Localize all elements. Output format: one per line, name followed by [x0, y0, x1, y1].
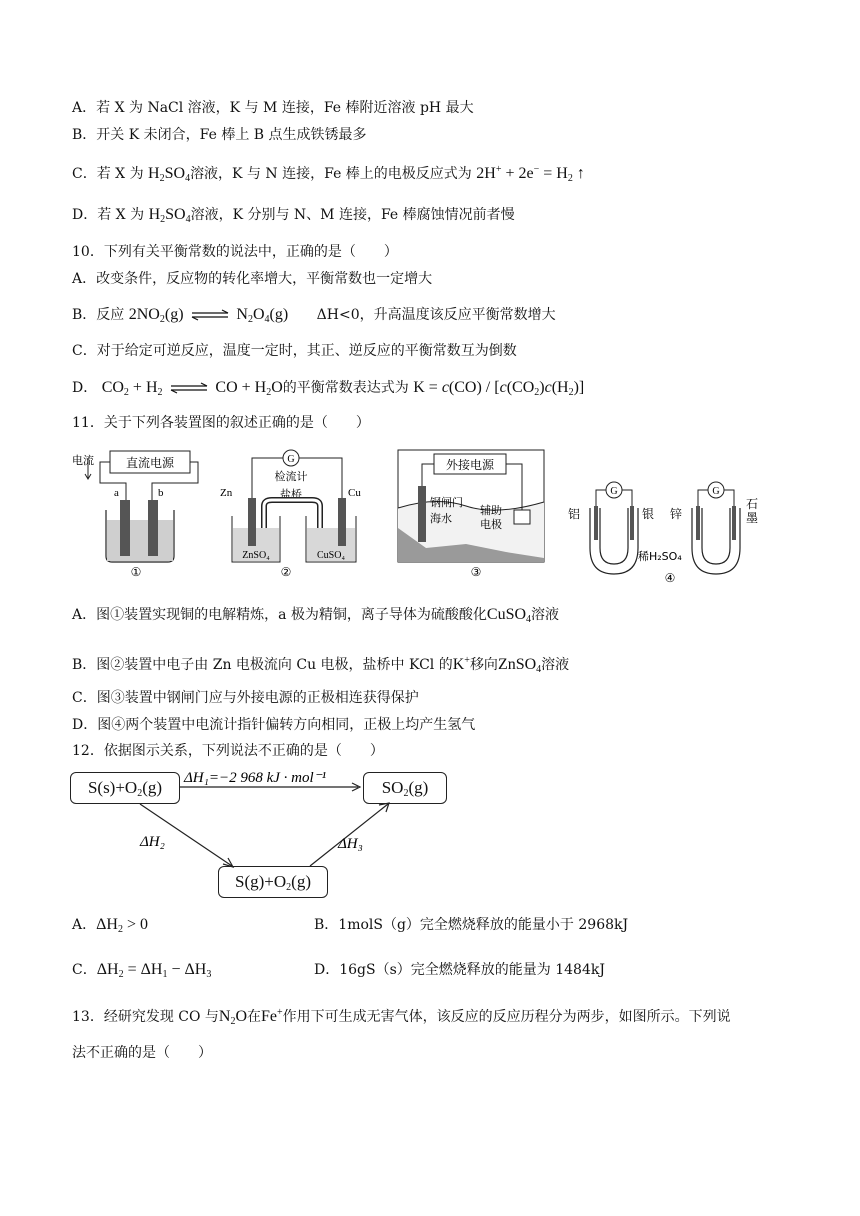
figure-2-galvanic-cell [216, 448, 366, 580]
figure-1-electrolysis [70, 448, 200, 578]
svg-text:锌: 锌 [670, 507, 683, 521]
diagram-arrows [70, 770, 450, 898]
svg-text:铝: 铝 [568, 507, 581, 521]
q12-option-d: D．16gS（s）完全燃烧释放的能量为 1484kJ [314, 962, 605, 978]
q12-stem: 12．依据图示关系，下列说法不正确的是（ ） [72, 743, 384, 759]
svg-text:Cu: Cu [348, 487, 361, 499]
svg-text:ΔH₂: ΔH₂ [140, 834, 165, 850]
equilibrium-arrow-icon [169, 382, 209, 394]
svg-text:ΔH₃: ΔH₃ [338, 836, 363, 852]
svg-text:G: G [712, 486, 720, 497]
q13-stem-line2: 法不正确的是（ ） [72, 1045, 212, 1061]
q11-option-b: B．图②装置中电子由 Zn 电极流向 Cu 电极，盐桥中 KCl 的K+移向ZnSO$_4$溶液 [72, 655, 570, 675]
svg-text:稀H₂SO₄: 稀H₂SO₄ [638, 550, 682, 563]
svg-text:电极: 电极 [480, 518, 502, 531]
q9-option-d: D．若 X 为 $H_2SO_4$溶液，K 分别与 N、M 连接，Fe 棒腐蚀情况前者慢 [72, 206, 515, 225]
svg-text:外接电源: 外接电源 [445, 458, 495, 472]
q10-option-b: B．反应 $2NO_2(g)$ $N_2O_4(g)$ ΔH<0，升高温度该反应平衡常数增大 [72, 306, 556, 325]
q12-option-b: B．1molS（g）完全燃烧释放的能量小于 2968kJ [314, 917, 629, 933]
q12-option-a: A．$\Delta H_2 > 0$ [72, 916, 148, 935]
svg-text:②: ② [280, 565, 292, 579]
box-so2: $SO_2(g)$ [363, 772, 447, 804]
svg-text:G: G [287, 454, 295, 465]
q12-option-c: C．$\Delta H_2 = \Delta H_1 - \Delta H_3$ [72, 961, 212, 980]
q10-option-d: D． $CO_2 + H_2$ CO + $H_2O$的平衡常数表达式为 $K = c(CO) / [c(CO_2)c(H_2)]$ [72, 379, 585, 398]
svg-text:直流电源: 直流电源 [125, 456, 175, 470]
box-s-solid: $S(s)+O_2(g)$ [70, 772, 180, 804]
figure-4-u-tubes [566, 478, 786, 588]
equilibrium-arrow-icon [190, 309, 230, 321]
q11-option-d: D．图④两个装置中电流计指针偏转方向相同，正极上均产生氢气 [72, 717, 476, 733]
svg-text:辅助: 辅助 [480, 504, 502, 517]
svg-text:①: ① [130, 565, 142, 578]
box-s-gas: $S(g)+O_2(g)$ [218, 866, 328, 898]
svg-text:电流: 电流 [72, 454, 94, 467]
q9-option-c: C．若 X 为 $H_2SO_4$溶液，K 与 N 连接，Fe 棒上的电极反应式为 $2H^+ + 2e^- = H_2$ ↑ [72, 164, 585, 184]
svg-text:盐桥: 盐桥 [280, 488, 302, 501]
svg-text:③: ③ [470, 565, 482, 579]
q11-option-c: C．图③装置中钢闸门应与外接电源的正极相连获得保护 [72, 690, 419, 706]
svg-text:④: ④ [664, 571, 676, 585]
q10-option-a: A．改变条件，反应物的转化率增大，平衡常数也一定增大 [72, 271, 433, 287]
svg-text:CuSO₄: CuSO₄ [317, 550, 345, 561]
svg-text:G: G [610, 486, 618, 497]
svg-text:银: 银 [642, 507, 655, 521]
q11-stem: 11．关于下列各装置图的叙述正确的是（ ） [72, 415, 370, 431]
q9-option-a: A．若 X 为 NaCl 溶液，K 与 M 连接，Fe 棒附近溶液 pH 最大 [72, 100, 474, 116]
q10-option-c: C．对于给定可逆反应，温度一定时，其正、逆反应的平衡常数互为倒数 [72, 343, 517, 359]
svg-text:海水: 海水 [430, 512, 452, 525]
figure-3-protection [396, 448, 546, 580]
svg-text:a: a [114, 487, 119, 499]
svg-text:b: b [158, 487, 164, 499]
q9-option-b: B．开关 K 未闭合，Fe 棒上 B 点生成铁锈最多 [72, 127, 367, 143]
svg-text:检流计: 检流计 [274, 470, 308, 483]
svg-text:ZnSO₄: ZnSO₄ [242, 550, 270, 561]
q13-stem: 13．经研究发现 CO 与$N_2O$在Fe+作用下可生成无害气体，该反应的反应历程分为两步，如图所示。下列说 [72, 1007, 731, 1027]
svg-text:石: 石 [746, 497, 759, 511]
svg-text:钢闸门: 钢闸门 [430, 496, 463, 509]
svg-text:ΔH₁=−2 968 kJ · mol⁻¹: ΔH₁=−2 968 kJ · mol⁻¹ [184, 770, 327, 786]
q12-energy-diagram [70, 770, 450, 898]
q11-option-a: A．图①装置实现铜的电解精炼，a 极为精铜，离子导体为硫酸酸化CuSO$_4$溶液 [72, 606, 560, 625]
q10-stem: 10．下列有关平衡常数的说法中，正确的是（ ） [72, 244, 398, 260]
svg-text:墨: 墨 [746, 511, 759, 525]
svg-text:Zn: Zn [220, 487, 233, 499]
